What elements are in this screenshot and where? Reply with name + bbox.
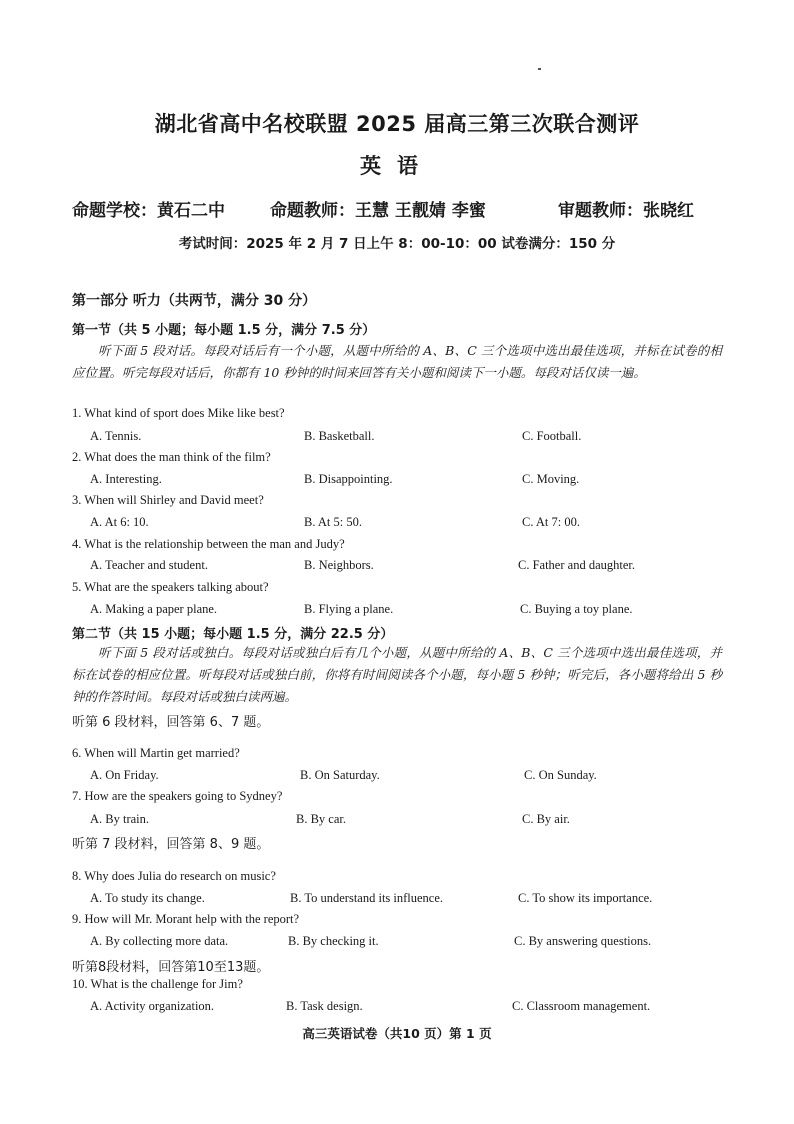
- option-b: B. To understand its influence.: [290, 891, 444, 905]
- scan-speck: [538, 68, 541, 70]
- reviewing-teacher: 审题教师：张晓红: [558, 201, 694, 221]
- option-c: C. At 7: 00.: [522, 515, 580, 529]
- question: 9. How will Mr. Morant help with the report?: [72, 912, 300, 926]
- exam-title: 湖北省高中名校联盟 2025 届高三第三次联合测评: [154, 112, 640, 136]
- question: 4. What is the relationship between the man and Judy?: [72, 537, 345, 551]
- material-7-note: 听第 7 段材料，回答第 8、9 题。: [72, 837, 270, 852]
- option-a: A. Tennis.: [90, 429, 142, 443]
- option-c: C. Buying a toy plane.: [520, 602, 633, 616]
- section2-instructions: 听下面 5 段对话或独白。每段对话或独白后有几个小题，从题中所给的 A、B、C 三个选项中选出最佳选项，并标在试卷的相应位置。听每段对话或独白前，你将有时间阅读各个小题，每小题 5 秒钟；听完后，各小题将给出 5 秒钟的作答时间。每段对话或独白读两遍。: [72, 645, 722, 704]
- option-a: A. On Friday.: [90, 768, 159, 782]
- material-8-note: 听第8段材料，回答第10至13题。: [72, 960, 270, 975]
- option-c: C. By air.: [522, 812, 570, 826]
- option-b: B. By car.: [296, 812, 346, 826]
- section1-instructions: 听下面 5 段对话。每段对话后有一个小题，从题中所给的 A、B、C 三个选项中选出最佳选项，并标在试卷的相应位置。听完每段对话后，你都有 10 秒钟的时间来回答有关小题和阅读下一小题。每段对话仅读一遍。: [72, 343, 722, 380]
- option-b: B. Disappointing.: [304, 472, 393, 486]
- option-c: C. Moving.: [522, 472, 580, 486]
- option-a: A. By collecting more data.: [90, 934, 229, 948]
- option-b: B. Flying a plane.: [304, 602, 394, 616]
- option-a: A. Interesting.: [90, 472, 162, 486]
- question: 2. What does the man think of the film?: [72, 450, 271, 464]
- setting-school: 命题学校：黄石二中: [72, 201, 225, 221]
- question: 8. Why does Julia do research on music?: [72, 869, 276, 883]
- question: 1. What kind of sport does Mike like best?: [72, 406, 285, 420]
- option-a: A. Activity organization.: [90, 999, 215, 1013]
- option-c: C. Football.: [522, 429, 582, 443]
- option-c: C. On Sunday.: [524, 768, 597, 782]
- option-b: B. Basketball.: [304, 429, 375, 443]
- question: 6. When will Martin get married?: [72, 746, 240, 760]
- option-a: A. Teacher and student.: [90, 558, 208, 572]
- option-c: C. By answering questions.: [514, 934, 652, 948]
- subject-title: 英语: [360, 154, 434, 178]
- setting-teachers: 命题教师：王慧 王靓婧 李蜜: [270, 201, 486, 221]
- option-b: B. At 5: 50.: [304, 515, 362, 529]
- option-c: C. Classroom management.: [512, 999, 651, 1013]
- option-a: A. To study its change.: [90, 891, 205, 905]
- option-c: C. Father and daughter.: [518, 558, 635, 572]
- option-c: C. To show its importance.: [518, 891, 653, 905]
- option-b: B. On Saturday.: [300, 768, 380, 782]
- exam-info: 考试时间：2025 年 2 月 7 日上午 8：00-10：00 试卷满分：150 分: [178, 236, 616, 252]
- option-b: B. Neighbors.: [304, 558, 374, 572]
- option-a: A. At 6: 10.: [90, 515, 149, 529]
- option-a: A. By train.: [90, 812, 150, 826]
- question: 3. When will Shirley and David meet?: [72, 493, 264, 507]
- question: 10. What is the challenge for Jim?: [72, 977, 243, 991]
- part-heading: 第一部分 听力（共两节，满分 30 分）: [72, 293, 317, 309]
- question: 7. How are the speakers going to Sydney?: [72, 789, 283, 803]
- option-b: B. By checking it.: [288, 934, 379, 948]
- material-6-note: 听第 6 段材料，回答第 6、7 题。: [72, 715, 270, 730]
- page-footer: 高三英语试卷（共10 页）第 1 页: [302, 1026, 492, 1041]
- section1-heading: 第一节（共 5 小题；每小题 1.5 分，满分 7.5 分）: [72, 323, 376, 338]
- option-b: B. Task design.: [286, 999, 363, 1013]
- section2-heading: 第二节（共 15 小题；每小题 1.5 分，满分 22.5 分）: [72, 627, 394, 642]
- option-a: A. Making a paper plane.: [90, 602, 218, 616]
- question: 5. What are the speakers talking about?: [72, 580, 269, 594]
